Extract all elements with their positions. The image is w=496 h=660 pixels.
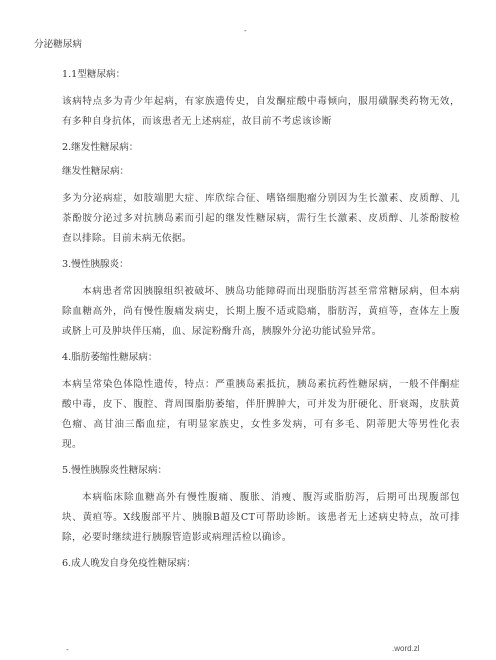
section-heading-2: 2.继发性糖尿病： (62, 141, 139, 153)
document-content (34, 40, 464, 581)
section-heading-3: 3.慢性胰腺炎： (62, 258, 129, 270)
section-paragraph-1-1: 该病特点多为青少年起病，有家族遗传史，自发酮症酸中毒倾向，服用磺脲类药物无效，有多种自身抗体，而该患者无上述病症，故目前不考虑该诊断 (62, 95, 460, 127)
section-heading-4: 4.脂肪萎缩性糖尿病： (62, 351, 158, 363)
section-subheading-2: 继发性糖尿病： (62, 165, 130, 177)
section-paragraph-2-1: 多为分泌病症，如肢端肥大症、库欣综合征、嗜铬细胞瘤分别因为生长激素、皮质醇、儿茶酚胺分泌过多对抗胰岛素而引起的继发性糖尿病，需行生长激素、皮质醇、儿茶酚胺检查以排除。目前未病无依据。 (62, 192, 460, 244)
section-heading-5: 5.慢性胰腺炎性糖尿病： (62, 464, 168, 476)
section-paragraph-3-1: 本病患者常因胰腺组织被破坏、胰岛功能障碍而出现脂肪泻甚至常常糖尿病，但本病除血糖高外，尚有慢性腹痛发病史，长期上腹不适或隐痛，脂肪泻，黄疸等，查体左上腹或脐上可及肿块伴压痛，血、尿淀粉酶升高，胰腺外分泌功能试验异常。 (62, 285, 460, 337)
footer-right-text: .word.zl (392, 644, 420, 653)
footer-left-mark: - (66, 645, 69, 654)
section-paragraph-4-1: 本病呈常染色体隐性遗传，特点：严重胰岛素抵抗，胰岛素抗药性糖尿病，一般不伴酮症酸中毒，皮下、腹腔、背周围脂肪萎缩，伴肝脾肿大，可并发为肝硬化、肝衰竭，皮肤黄色瘤、高甘油三酯血症，有明显家族史，女性多发病，可有多毛、阴蒂肥大等男性化表现。 (62, 378, 460, 450)
document-title: 分泌糖尿病 (34, 39, 82, 50)
header-mark: - (244, 26, 247, 35)
section-heading-6: 6.成人晚发自身免疫性糖尿病： (62, 557, 196, 569)
section-heading-1: 1.1型糖尿病： (62, 68, 126, 80)
section-paragraph-5-1: 本病临床除血糖高外有慢性腹痛、腹胀、消瘦、腹泻或脂肪泻，后期可出现腹部包块、黄疸等。X线腹部平片、胰腺B超及CT可帮助诊断。该患者无上述病史特点，故可排除，必要时继续进行胰腺管造影或病理活检以确诊。 (62, 491, 460, 543)
